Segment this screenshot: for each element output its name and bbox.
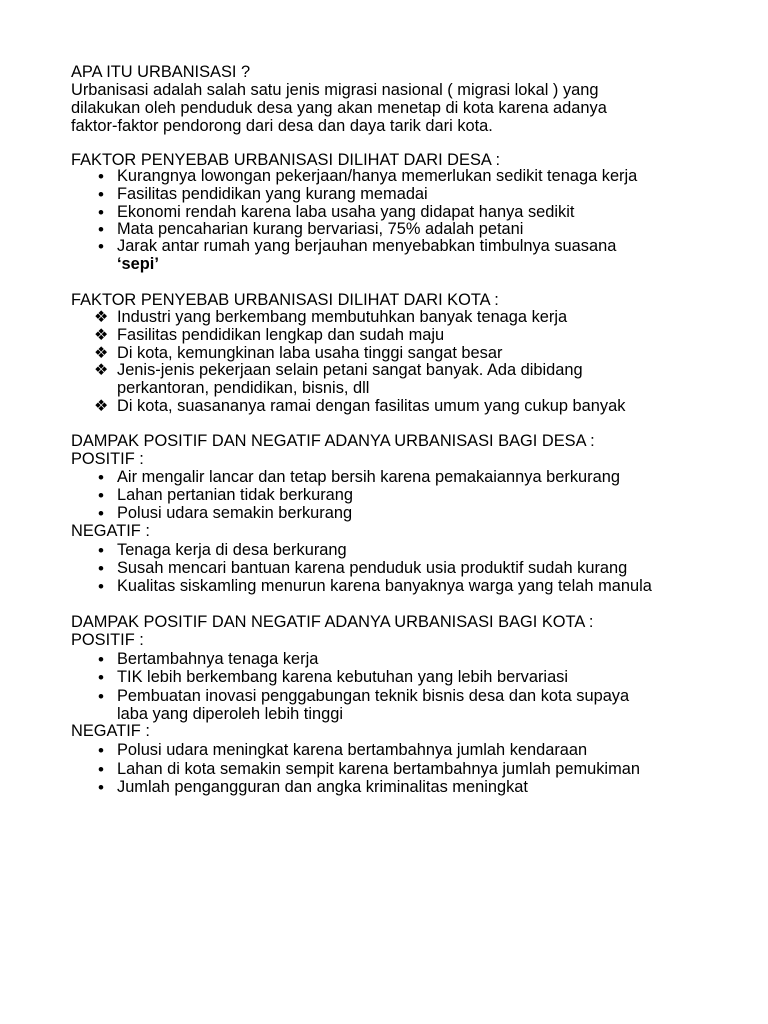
list-item: Mata pencaharian kurang bervariasi, 75% adalah petani	[117, 220, 524, 238]
bullet-icon: •	[98, 577, 104, 596]
negative-label: NEGATIF :	[71, 522, 150, 540]
paragraph-line: Urbanisasi adalah salah satu jenis migrasi nasional ( migrasi lokal ) yang	[71, 81, 599, 99]
bullet-icon: •	[98, 185, 104, 204]
list-item: Jumlah pengangguran dan angka kriminalitas meningkat	[117, 778, 528, 796]
list-item: Ekonomi rendah karena laba usaha yang didapat hanya sedikit	[117, 203, 575, 221]
bullet-icon: •	[98, 650, 104, 669]
bullet-icon: •	[98, 687, 104, 706]
list-item: Bertambahnya tenaga kerja	[117, 650, 319, 668]
list-item: Kurangnya lowongan pekerjaan/hanya memerlukan sedikit tenaga kerja	[117, 167, 638, 185]
list-item: Industri yang berkembang membutuhkan banyak tenaga kerja	[117, 308, 568, 326]
section-heading-apa-itu: APA ITU URBANISASI ?	[71, 63, 251, 81]
list-item: Fasilitas pendidikan yang kurang memadai	[117, 185, 428, 203]
section-heading-dampak-kota: DAMPAK POSITIF DAN NEGATIF ADANYA URBANISASI BAGI KOTA :	[71, 613, 594, 631]
bullet-icon: •	[98, 541, 104, 560]
bullet-icon: •	[98, 220, 104, 239]
list-item-continuation: perkantoran, pendidikan, bisnis, dll	[117, 379, 370, 397]
bullet-icon: •	[98, 237, 104, 256]
bullet-icon: •	[98, 504, 104, 523]
negative-label: NEGATIF :	[71, 722, 150, 740]
list-item: Polusi udara semakin berkurang	[117, 504, 353, 522]
diamond-bullet-icon: ❖	[94, 398, 109, 415]
bullet-icon: •	[98, 741, 104, 760]
list-item: Susah mencari bantuan karena penduduk usia produktif sudah kurang	[117, 559, 628, 577]
bullet-icon: •	[98, 778, 104, 797]
list-item: Jenis-jenis pekerjaan selain petani sangat banyak. Ada dibidang	[117, 361, 583, 379]
diamond-bullet-icon: ❖	[94, 362, 109, 379]
diamond-bullet-icon: ❖	[94, 345, 109, 362]
list-item: Tenaga kerja di desa berkurang	[117, 541, 347, 559]
list-item: TIK lebih berkembang karena kebutuhan yang lebih bervariasi	[117, 668, 569, 686]
bullet-icon: •	[98, 668, 104, 687]
list-item: Fasilitas pendidikan lengkap dan sudah maju	[117, 326, 445, 344]
paragraph-line: faktor-faktor pendorong dari desa dan daya tarik dari kota.	[71, 117, 493, 135]
list-item: Pembuatan inovasi penggabungan teknik bisnis desa dan kota supaya	[117, 687, 630, 705]
positive-label: POSITIF :	[71, 631, 144, 649]
bullet-icon: •	[98, 468, 104, 487]
section-heading-faktor-kota: FAKTOR PENYEBAB URBANISASI DILIHAT DARI KOTA :	[71, 291, 499, 309]
bullet-icon: •	[98, 486, 104, 505]
list-item: Di kota, suasananya ramai dengan fasilitas umum yang cukup banyak	[117, 397, 626, 415]
list-item: Polusi udara meningkat karena bertambahnya jumlah kendaraan	[117, 741, 588, 759]
list-item-continuation: laba yang diperoleh lebih tinggi	[117, 705, 343, 723]
bullet-icon: •	[98, 203, 104, 222]
list-item: Lahan pertanian tidak berkurang	[117, 486, 354, 504]
bullet-icon: •	[98, 760, 104, 779]
section-heading-dampak-desa: DAMPAK POSITIF DAN NEGATIF ADANYA URBANISASI BAGI DESA :	[71, 432, 595, 450]
bullet-icon: •	[98, 167, 104, 186]
bullet-icon: •	[98, 559, 104, 578]
diamond-bullet-icon: ❖	[94, 327, 109, 344]
list-item: Kualitas siskamling menurun karena banyaknya warga yang telah manula	[117, 577, 652, 595]
list-item: Di kota, kemungkinan laba usaha tinggi sangat besar	[117, 344, 503, 362]
diamond-bullet-icon: ❖	[94, 309, 109, 326]
list-item: Jarak antar rumah yang berjauhan menyebabkan timbulnya suasana	[117, 237, 617, 255]
positive-label: POSITIF :	[71, 450, 144, 468]
list-item: Lahan di kota semakin sempit karena bertambahnya jumlah pemukiman	[117, 760, 640, 778]
paragraph-line: dilakukan oleh penduduk desa yang akan menetap di kota karena adanya	[71, 99, 607, 117]
section-heading-faktor-desa: FAKTOR PENYEBAB URBANISASI DILIHAT DARI DESA :	[71, 151, 501, 169]
list-item: Air mengalir lancar dan tetap bersih karena pemakaiannya berkurang	[117, 468, 620, 486]
list-item-continuation: ‘sepi’	[117, 255, 159, 273]
